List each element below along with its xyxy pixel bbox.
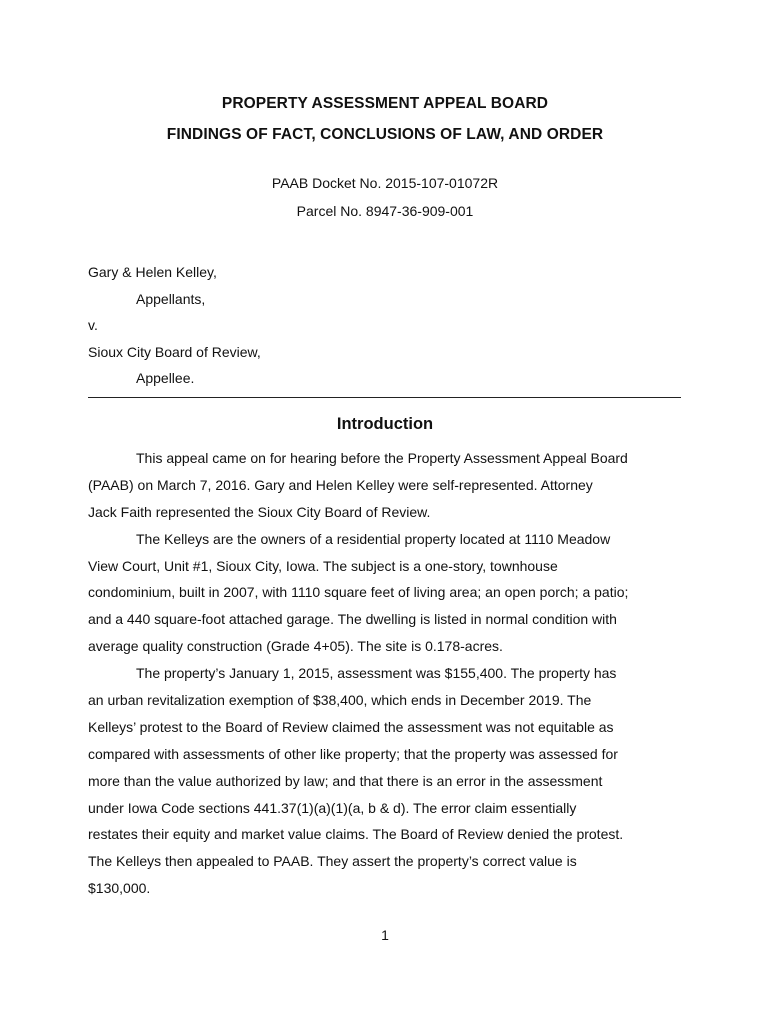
appellants-role: Appellants,	[136, 290, 206, 307]
paragraph-3	[88, 662, 688, 904]
introduction-body	[88, 447, 688, 904]
paragraph-line: and a 440 square-foot attached garage. The dwelling is listed in normal condition with	[88, 611, 617, 628]
paragraph-2	[88, 528, 688, 662]
page-number: 1	[381, 927, 389, 943]
paragraph-line: condominium, built in 2007, with 1110 square feet of living area; an open porch; a patio;	[88, 584, 629, 601]
paragraph-line: This appeal came on for hearing before the Property Assessment Appeal Board	[136, 450, 628, 466]
versus-label: v.	[88, 317, 98, 333]
paragraph-line: an urban revitalization exemption of $38,400, which ends in December 2019. The	[88, 692, 592, 709]
introduction-heading: Introduction	[336, 415, 434, 433]
document-title: FINDINGS OF FACT, CONCLUSIONS OF LAW, AND ORDER	[166, 126, 604, 143]
parcel-number: Parcel No. 8947-36-909-001	[296, 203, 474, 219]
appellants-name: Gary & Helen Kelley,	[88, 264, 217, 280]
paragraph-line: $130,000.	[88, 880, 151, 897]
paragraph-line: The Kelleys are the owners of a residential property located at 1110 Meadow	[136, 530, 611, 547]
appellee-name: Sioux City Board of Review,	[88, 343, 261, 360]
paragraph-line: The Kelleys then appealed to PAAB. They assert the property’s correct value is	[88, 853, 577, 870]
paragraph-line: restates their equity and market value claims. The Board of Review denied the protest.	[88, 826, 624, 843]
paragraph-line: compared with assessments of other like property; that the property was assessed for	[88, 745, 618, 762]
paragraph-line: The property’s January 1, 2015, assessment was $155,400. The property has	[136, 665, 617, 682]
paragraph-line: under Iowa Code sections 441.37(1)(a)(1)(a, b & d). The error claim essentially	[88, 799, 577, 816]
paragraph-line: (PAAB) on March 7, 2016. Gary and Helen Kelley were self-represented. Attorney	[88, 476, 593, 493]
case-parties	[88, 262, 688, 395]
appellee-role: Appellee.	[136, 370, 195, 386]
paragraph-1	[88, 447, 688, 528]
document-header	[0, 93, 770, 221]
board-title: PROPERTY ASSESSMENT APPEAL BOARD	[221, 95, 549, 112]
paragraph-line: Kelleys’ protest to the Board of Review claimed the assessment was not equitable as	[88, 718, 614, 735]
paragraph-line: more than the value authorized by law; and that there is an error in the assessment	[88, 772, 603, 789]
paragraph-line: Jack Faith represented the Sioux City Board of Review.	[88, 503, 431, 520]
docket-number: PAAB Docket No. 2015-107-01072R	[271, 175, 499, 191]
caption-divider	[88, 397, 681, 398]
paragraph-line: average quality construction (Grade 4+05). The site is 0.178-acres.	[88, 638, 503, 655]
paragraph-line: View Court, Unit #1, Sioux City, Iowa. The subject is a one-story, townhouse	[88, 557, 558, 574]
